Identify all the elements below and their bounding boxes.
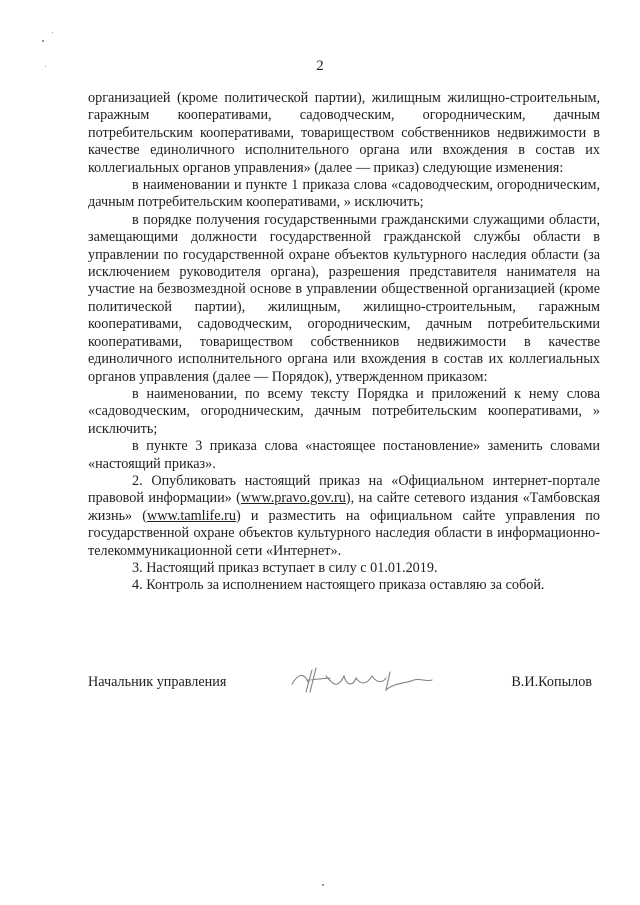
item-2-text-part3: ) и разместить на официальном сайте управления по государственной охране объектов культурного наследия области в информационно-телекоммуникационной сети «Интернет». <box>88 507 600 559</box>
scan-speck <box>322 884 324 886</box>
item-2-publication <box>88 473 600 560</box>
item-4-control: 4. Контроль за исполнением настоящего приказа оставляю за собой. <box>132 577 545 594</box>
signature-title: Начальник управления <box>88 674 227 690</box>
signature-block <box>88 662 600 702</box>
document-body <box>88 90 600 595</box>
handwritten-signature <box>286 662 436 698</box>
paragraph-continuation: организацией (кроме политической партии), жилищным жилищно-строительным, гаражным кооперативами, садоводческим, огородническим, дачным потребительским кооперативами, товариществом собственников недвижимости в качестве единоличного исполнительного органа или вхождения в состав их коллегиальных органов управления» (далее — приказ) следующие изменения: <box>88 90 600 176</box>
scan-speck <box>52 32 53 33</box>
item-3-effective-date: 3. Настоящий приказ вступает в силу с 01.01.2019. <box>132 559 438 576</box>
link-pravo[interactable]: www.pravo.gov.ru <box>240 490 346 507</box>
signature-name: В.И.Копылов <box>511 674 592 690</box>
scan-speck <box>42 40 44 42</box>
paragraph-amendment-title: в наименовании и пункте 1 приказа слова «садоводческим, огородническим, дачным потребительским кооперативами, » исключить; <box>88 177 600 211</box>
scan-speck <box>45 66 46 67</box>
paragraph-amendment-clause3: в пункте 3 приказа слова «настоящее постановление» заменить словами «настоящий приказ». <box>88 438 600 472</box>
item-2-text-part1: 2. Опубликовать настоящий приказ на «Официальном интернет-портале правовой информации» ( <box>88 472 600 507</box>
link-tamlife[interactable]: www.tamlife.ru <box>147 507 236 524</box>
item-2-text-part2: ), на сайте сетевого издания «Тамбовская жизнь» ( <box>88 490 600 524</box>
paragraph-amendment-text: в наименовании, по всему тексту Порядка и приложений к нему слова «садоводческим, огородническим, дачным потребительским кооперативами, » исключить; <box>88 385 600 437</box>
paragraph-amendment-procedure: в порядке получения государственными гражданскими служащими области, замещающими должности государственной гражданской службы области в управлении по государственной охране объектов культурного наследия области (за исключением руководителя органа), разрешения представителя нанимателя на участие на безвозмездной основе в управлении общественной организацией (кроме политической партии), жилищным, жилищно-строительным, гаражным кооперативами, садоводческим, огородническим, дачным потребительскими кооперативами, товариществом собственников недвижимости в качестве единоличного исполнительного органа или вхождения в состав их коллегиальных органов управления (далее — Порядок), утвержденном приказом: <box>88 211 600 385</box>
page-number: 2 <box>316 58 324 74</box>
